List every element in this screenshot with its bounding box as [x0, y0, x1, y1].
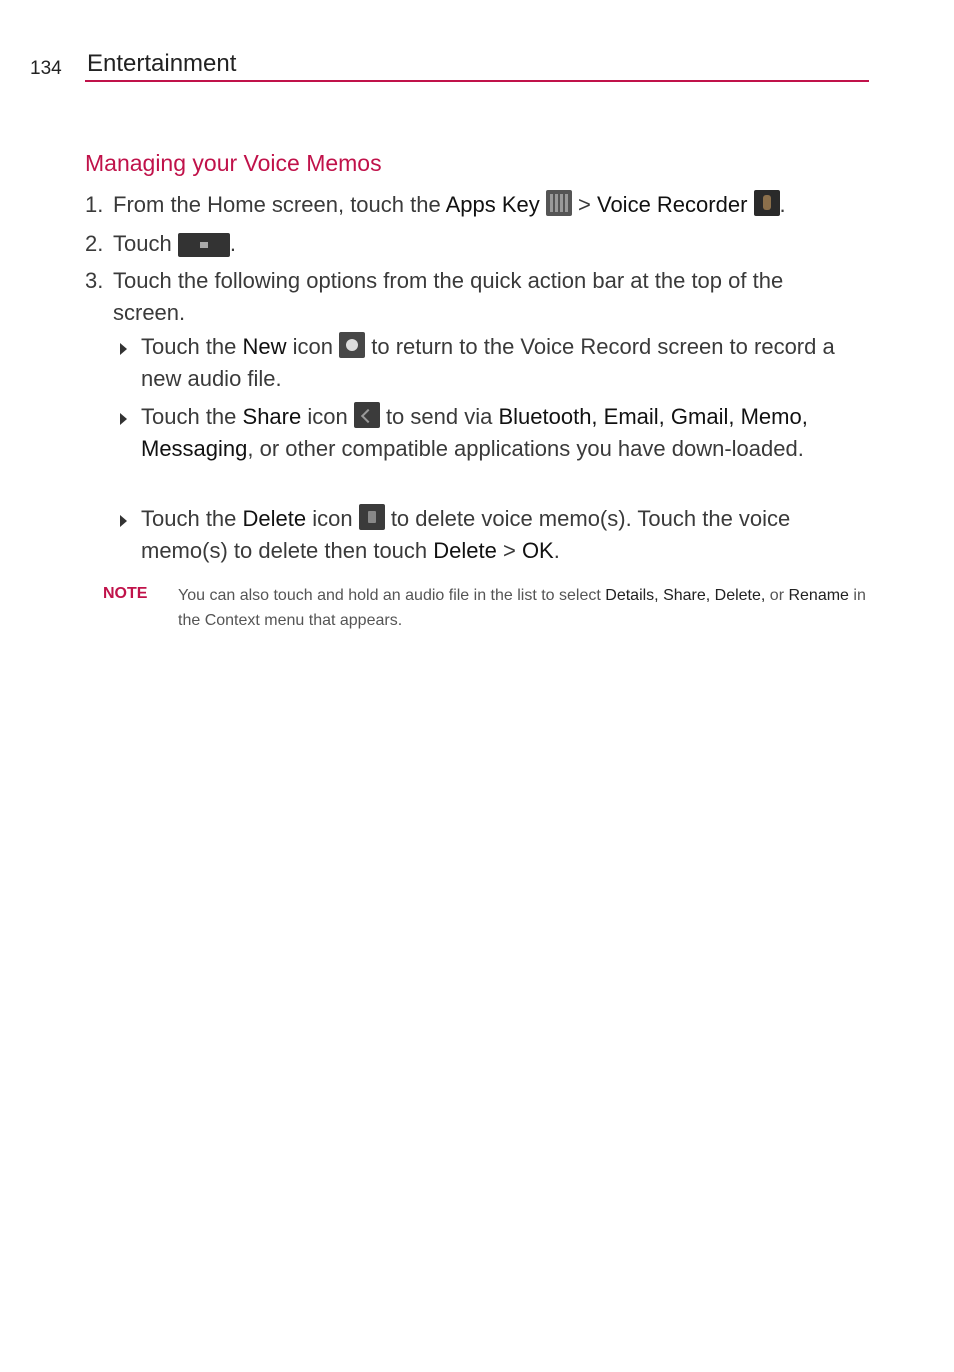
- share-targets: Bluetooth, Email, Gmail, Memo, Messaging: [141, 404, 808, 461]
- bullet-delete: Touch the Delete icon to delete voice memo(s). Touch the voice memo(s) to delete then touch Delete > OK.: [122, 503, 857, 567]
- bullet-arrow-icon: [120, 515, 127, 527]
- section-title: Managing your Voice Memos: [85, 150, 382, 176]
- note-text: You can also touch and hold an audio file in the list to select Details, Share, Delete, or Rename in the Context menu that appears.: [178, 587, 866, 629]
- step-number: 3.: [85, 268, 104, 293]
- note-options: Details, Share, Delete,: [605, 587, 766, 604]
- delete-confirm-label: Delete: [433, 538, 497, 563]
- header-rule: [85, 80, 869, 82]
- bullet-arrow-icon: [120, 413, 127, 425]
- share-label: Share: [242, 404, 302, 429]
- note-rename: Rename: [788, 587, 849, 604]
- bullet-new: Touch the New icon to return to the Voice Record screen to record a new audio file.: [122, 331, 857, 395]
- apps-key-label: Apps Key: [445, 192, 540, 217]
- page-number: 134: [30, 58, 62, 79]
- new-label: New: [242, 334, 287, 359]
- voice-recorder-label: Voice Recorder: [596, 192, 748, 217]
- delete-icon: [359, 504, 385, 530]
- step-number: 2.: [85, 231, 104, 256]
- new-icon: [339, 332, 365, 358]
- note-label: NOTE: [103, 585, 148, 602]
- share-icon: [354, 402, 380, 428]
- apps-key-icon: [546, 190, 572, 216]
- menu-key-icon: [178, 233, 230, 257]
- bullet-share: Touch the Share icon to send via Bluetooth, Email, Gmail, Memo, Messaging, or other compatible applications you have down-loaded.: [122, 401, 857, 465]
- chapter-title: Entertainment: [87, 50, 237, 77]
- delete-label: Delete: [242, 506, 307, 531]
- bullet-arrow-icon: [120, 343, 127, 355]
- ok-label: OK: [521, 538, 554, 563]
- voice-recorder-icon: [754, 190, 780, 216]
- step-text: From the Home screen, touch the Apps Key > Voice Recorder .: [113, 192, 786, 217]
- step-number: 1.: [85, 192, 104, 217]
- step-text: Touch the following options from the quick action bar at the top of the screen.: [113, 268, 784, 325]
- step-text: Touch .: [113, 231, 236, 256]
